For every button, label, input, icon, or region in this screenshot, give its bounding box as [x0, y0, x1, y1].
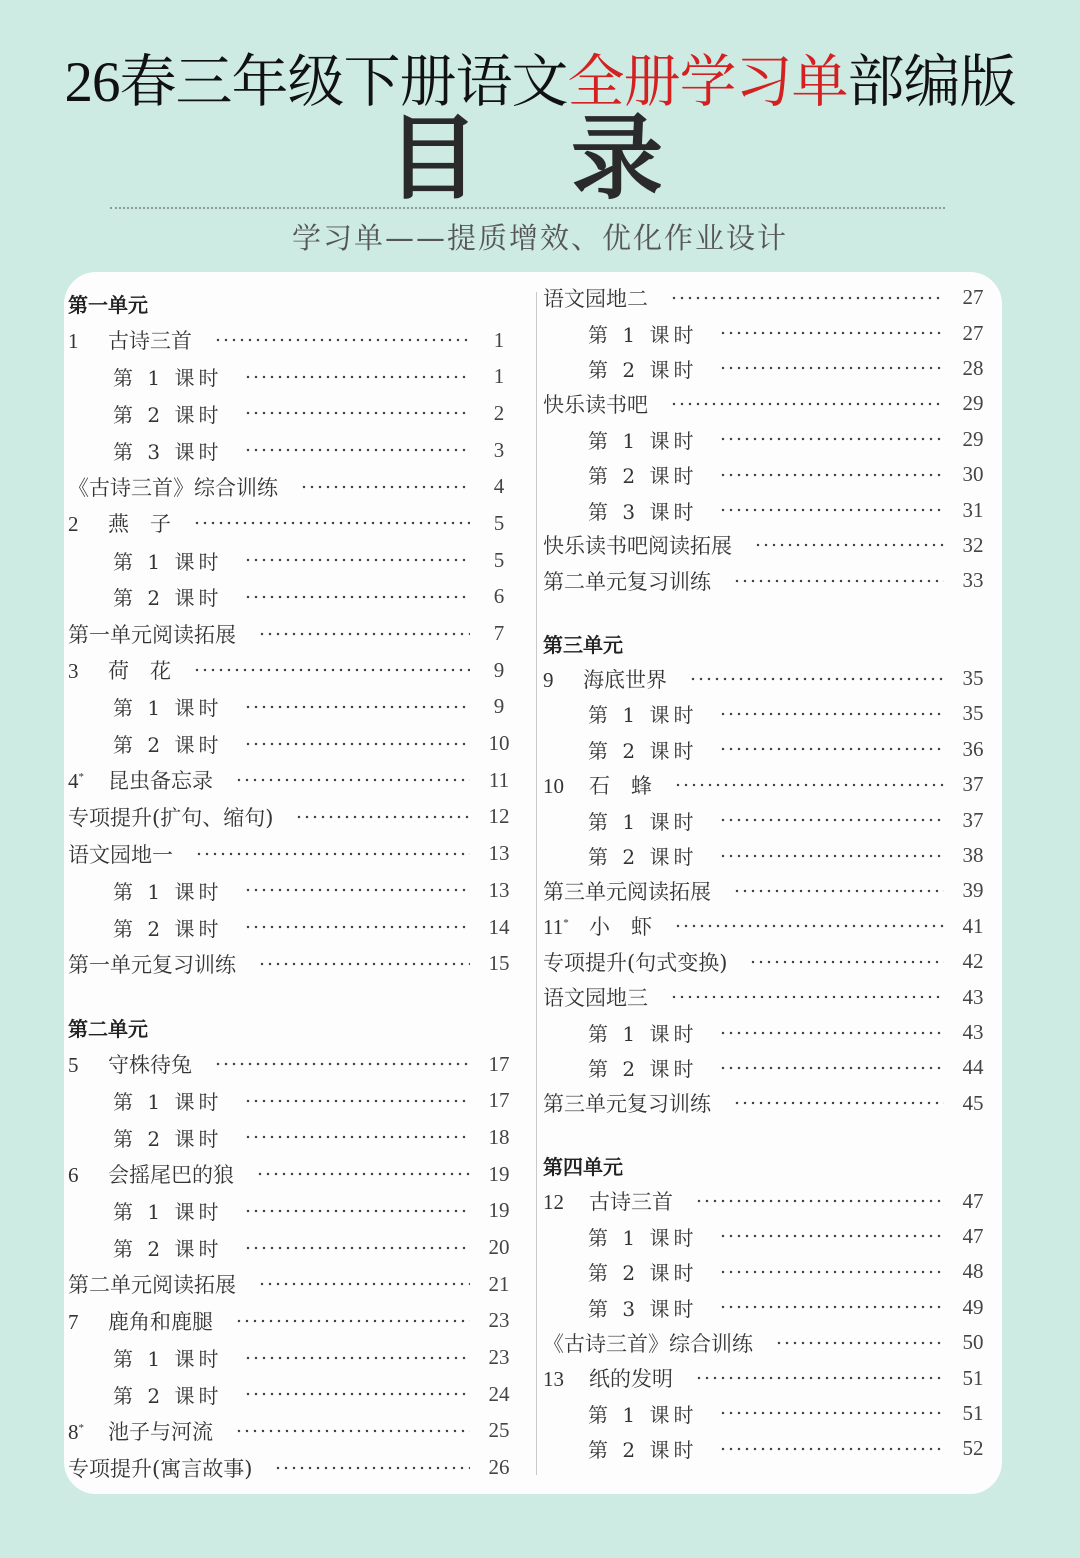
- page-number: 20: [488, 1235, 510, 1260]
- optional-lesson-star: *: [563, 917, 569, 930]
- page-number: 39: [962, 878, 984, 903]
- toc-entry-title: 第 1 课时: [113, 1200, 223, 1225]
- toc-entry-title: 第 2 课时: [588, 1057, 698, 1082]
- toc-entry-title: 第二单元: [68, 1016, 148, 1041]
- toc-entry-title: 第 2 课时: [113, 402, 223, 427]
- page-number: 19: [488, 1161, 510, 1186]
- toc-left-column: [68, 285, 516, 1486]
- page-number: 11: [488, 767, 510, 792]
- toc-entry[interactable]: [68, 945, 516, 982]
- toc-entry[interactable]: [68, 762, 516, 799]
- toc-entry-title: [543, 911, 652, 941]
- toc-entry-title: 第 1 课时: [113, 1090, 223, 1115]
- toc-entry[interactable]: [68, 579, 516, 616]
- toc-entry-title: 第 2 课时: [113, 1383, 223, 1408]
- toc-entry[interactable]: [543, 1219, 990, 1254]
- toc-entry[interactable]: [68, 468, 516, 505]
- toc-entry[interactable]: [68, 725, 516, 762]
- toc-entry[interactable]: [543, 1396, 990, 1431]
- dot-leader: [719, 742, 944, 756]
- toc-entry-title: 第 1 课时: [588, 809, 698, 834]
- page-number: 43: [962, 1020, 984, 1044]
- toc-entry[interactable]: [68, 1119, 516, 1156]
- lesson-title: 海底世界: [583, 667, 667, 692]
- lesson-title: 鹿角和鹿腿: [108, 1309, 213, 1334]
- toc-entry-title: 第三单元: [543, 632, 623, 657]
- dot-leader: [193, 663, 470, 677]
- toc-entry[interactable]: [68, 1303, 516, 1340]
- toc-entry[interactable]: [543, 315, 990, 350]
- page-number: 43: [962, 984, 984, 1009]
- toc-entry[interactable]: [543, 979, 990, 1014]
- optional-lesson-star: *: [78, 771, 84, 784]
- toc-entry-title: 第 2 课时: [588, 464, 698, 489]
- banner-title-black-2: 部编版: [847, 51, 1016, 114]
- dot-leader: [244, 883, 470, 897]
- dot-leader: [244, 370, 470, 384]
- toc-entry[interactable]: [543, 1050, 990, 1085]
- toc-entry[interactable]: [543, 1254, 990, 1289]
- page-number: 37: [962, 807, 984, 832]
- lesson-title: 小 虾: [589, 915, 652, 940]
- page-number: 45: [962, 1090, 984, 1115]
- section-gap: [543, 599, 990, 626]
- dot-leader: [719, 432, 944, 446]
- toc-entry[interactable]: [543, 909, 990, 944]
- toc-entry-title: 第 2 课时: [588, 357, 698, 382]
- page-number: 4: [493, 474, 505, 499]
- page-number: 13: [488, 877, 510, 902]
- toc-entry-title: [543, 1363, 673, 1393]
- dot-leader: [719, 1026, 944, 1040]
- page-number: 49: [962, 1294, 984, 1319]
- lesson-title: 燕 子: [108, 512, 171, 537]
- toc-entry[interactable]: [68, 909, 516, 946]
- dot-leader: [244, 920, 470, 934]
- toc-entry-title: 第 1 课时: [113, 879, 223, 904]
- toc-entry[interactable]: [543, 873, 990, 908]
- lesson-title: 石 蜂: [589, 773, 652, 798]
- toc-entry-title: 第三单元阅读拓展: [543, 879, 711, 904]
- toc-entry-title: 专项提升(扩句、缩句): [68, 805, 274, 830]
- dot-leader: [719, 1061, 944, 1075]
- toc-entry[interactable]: [68, 1266, 516, 1303]
- dot-leader: [749, 955, 944, 969]
- toc-entry-title: 第一单元阅读拓展: [68, 622, 236, 647]
- dot-leader: [719, 1265, 944, 1279]
- optional-lesson-star: *: [78, 1421, 84, 1434]
- toc-entry-title: [68, 1416, 213, 1446]
- toc-entry-title: 第三单元复习训练: [543, 1092, 711, 1117]
- page-number: 44: [962, 1055, 984, 1080]
- page-number: 36: [962, 736, 984, 761]
- toc-entry-title: 专项提升(句式变换): [543, 950, 728, 975]
- page-number: 41: [962, 913, 984, 938]
- lesson-title: 纸的发明: [589, 1367, 673, 1392]
- toc-entry-title: 第 1 课时: [588, 322, 698, 347]
- page-number: 38: [962, 843, 984, 868]
- page-number: 24: [488, 1381, 510, 1406]
- page-number: 12: [488, 804, 510, 829]
- toc-entry[interactable]: [543, 802, 990, 837]
- toc-entry[interactable]: [68, 1339, 516, 1376]
- lesson-number: 10: [543, 773, 564, 798]
- toc-entry[interactable]: [68, 505, 516, 542]
- toc-entry-title: 第二单元复习训练: [543, 569, 711, 594]
- page-number: 23: [488, 1308, 510, 1333]
- lesson-title: 守株待兔: [108, 1053, 192, 1078]
- toc-title: 目 录: [386, 104, 694, 212]
- lesson-number: 7: [68, 1309, 79, 1334]
- unit-heading: [543, 626, 990, 661]
- toc-entry[interactable]: [543, 351, 990, 386]
- toc-entry[interactable]: [68, 835, 516, 872]
- page-number: 23: [488, 1345, 510, 1370]
- dot-leader: [733, 574, 944, 588]
- toc-entry-title: 第四单元: [543, 1155, 623, 1180]
- page-number: 35: [962, 701, 984, 726]
- toc-entry[interactable]: [543, 457, 990, 492]
- dot-leader: [670, 397, 944, 411]
- toc-entry-title: [68, 655, 171, 685]
- toc-entry[interactable]: [543, 528, 990, 563]
- page-number: 29: [962, 391, 984, 416]
- page-number: 10: [488, 731, 510, 756]
- toc-entry-title: 第 1 课时: [588, 703, 698, 728]
- toc-entry-title: [68, 325, 192, 355]
- toc-entry[interactable]: [68, 652, 516, 689]
- page-number: 27: [962, 285, 984, 310]
- dot-leader: [295, 810, 470, 824]
- page-number: 6: [493, 584, 505, 609]
- toc-entry-title: [543, 1186, 673, 1216]
- dot-leader: [258, 957, 470, 971]
- dot-leader: [719, 813, 944, 827]
- toc-entry[interactable]: [68, 872, 516, 909]
- dot-leader: [244, 1204, 470, 1218]
- lesson-number: 1: [68, 329, 79, 354]
- dot-leader: [244, 737, 470, 751]
- toc-entry[interactable]: [68, 1046, 516, 1083]
- toc-entry[interactable]: [68, 1376, 516, 1413]
- dot-leader: [256, 1167, 470, 1181]
- toc-entry-title: 快乐读书吧阅读拓展: [543, 534, 732, 559]
- dot-leader: [244, 1130, 470, 1144]
- column-separator: [536, 292, 537, 1475]
- page-number: 26: [488, 1455, 510, 1480]
- toc-entry[interactable]: [543, 1290, 990, 1325]
- page-number: 48: [962, 1259, 984, 1284]
- dot-leader: [193, 516, 470, 530]
- toc-entry[interactable]: [543, 944, 990, 979]
- page-number: 33: [962, 568, 984, 593]
- section-gap: [68, 982, 516, 1009]
- dot-leader: [195, 847, 470, 861]
- page-number: 51: [962, 1400, 984, 1425]
- toc-entry-title: 快乐读书吧: [543, 392, 648, 417]
- dot-leader: [670, 291, 944, 305]
- page-number: 14: [488, 914, 510, 939]
- dot-leader: [719, 361, 944, 375]
- page-number: 35: [962, 666, 984, 691]
- toc-entry-title: 第 1 课时: [588, 428, 698, 453]
- toc-entry[interactable]: [543, 422, 990, 457]
- dot-leader: [244, 1387, 470, 1401]
- toc-entry-title: [68, 1159, 234, 1189]
- lesson-number: 9: [543, 667, 554, 692]
- unit-heading: [68, 285, 516, 322]
- toc-entry[interactable]: [543, 386, 990, 421]
- page-number: 30: [962, 462, 984, 487]
- dot-leader: [244, 443, 470, 457]
- page-number: 9: [493, 694, 505, 719]
- dot-leader: [719, 1406, 944, 1420]
- page-number: 1: [493, 327, 505, 352]
- toc-entry-title: 第 2 课时: [588, 1438, 698, 1463]
- toc-entry-title: 第 2 课时: [113, 1126, 223, 1151]
- toc-entry[interactable]: [68, 615, 516, 652]
- toc-entry[interactable]: [68, 1413, 516, 1450]
- toc-entry-title: [543, 664, 667, 694]
- dotted-divider: [110, 207, 945, 209]
- lesson-number: 3: [68, 659, 79, 684]
- page-number: 17: [488, 1051, 510, 1076]
- dot-leader: [244, 406, 470, 420]
- dot-leader: [695, 1371, 944, 1385]
- page-number: 27: [962, 320, 984, 345]
- dot-leader: [733, 1096, 944, 1110]
- page-number: 31: [962, 497, 984, 522]
- dot-leader: [674, 778, 944, 792]
- page-number: 17: [488, 1088, 510, 1113]
- page-number: 1: [493, 364, 505, 389]
- page-number: 2: [493, 400, 505, 425]
- page-number: 50: [962, 1330, 984, 1355]
- toc-entry-title: [543, 770, 652, 800]
- dot-leader: [214, 1057, 470, 1071]
- dot-leader: [670, 990, 944, 1004]
- dot-leader: [244, 700, 470, 714]
- dot-leader: [719, 326, 944, 340]
- dot-leader: [719, 1229, 944, 1243]
- toc-entry[interactable]: [68, 395, 516, 432]
- dot-leader: [274, 1461, 470, 1475]
- toc-entry[interactable]: [543, 1086, 990, 1121]
- dot-leader: [235, 773, 470, 787]
- toc-entry-title: 第 3 课时: [588, 499, 698, 524]
- toc-entry[interactable]: [543, 1360, 990, 1395]
- toc-entry-title: 语文园地三: [543, 986, 648, 1011]
- dot-leader: [695, 1194, 944, 1208]
- dot-leader: [689, 672, 944, 686]
- dot-leader: [258, 1277, 470, 1291]
- toc-entry[interactable]: [68, 799, 516, 836]
- toc-entry-title: 第 2 课时: [113, 733, 223, 758]
- lesson-number: 13: [543, 1367, 564, 1392]
- toc-entry-title: 第 2 课时: [588, 1261, 698, 1286]
- dot-leader: [300, 480, 470, 494]
- dot-leader: [719, 1442, 944, 1456]
- toc-right-column: [543, 280, 990, 1467]
- page-number: 21: [488, 1271, 510, 1296]
- dot-leader: [775, 1336, 944, 1350]
- dot-leader: [719, 503, 944, 517]
- dot-leader: [674, 919, 944, 933]
- dot-leader: [733, 884, 944, 898]
- dot-leader: [235, 1424, 470, 1438]
- banner-title-black-1: 26春三年级下册语文: [64, 51, 568, 114]
- page-number: 13: [488, 841, 510, 866]
- toc-entry-title: 第 1 课时: [113, 1347, 223, 1372]
- lesson-number: 11*: [543, 915, 569, 940]
- toc-entry-title: [68, 765, 213, 795]
- lesson-number: 12: [543, 1190, 564, 1215]
- page-number: 37: [962, 772, 984, 797]
- toc-entry-title: 第一单元复习训练: [68, 952, 236, 977]
- toc-entry[interactable]: [543, 280, 990, 315]
- page-number: 47: [962, 1223, 984, 1248]
- lesson-number: 6: [68, 1163, 79, 1188]
- toc-entry-title: 第 2 课时: [588, 845, 698, 870]
- toc-entry[interactable]: [543, 492, 990, 527]
- toc-entry-title: 第 1 课时: [113, 549, 223, 574]
- lesson-title: 池子与河流: [108, 1419, 213, 1444]
- page-number: 52: [962, 1436, 984, 1461]
- toc-entry[interactable]: [68, 689, 516, 726]
- page-number: 25: [488, 1418, 510, 1443]
- unit-heading: [543, 1148, 990, 1183]
- toc-entry[interactable]: [543, 1183, 990, 1218]
- toc-entry-title: 第 1 课时: [113, 366, 223, 391]
- toc-entry-title: 第 2 课时: [588, 738, 698, 763]
- unit-heading: [68, 1009, 516, 1046]
- page-number: 5: [493, 510, 505, 535]
- toc-entry-title: [68, 1306, 213, 1336]
- lesson-number: 2: [68, 512, 79, 537]
- dot-leader: [719, 1300, 944, 1314]
- toc-entry-title: 第 1 课时: [588, 1022, 698, 1046]
- dot-leader: [719, 468, 944, 482]
- lesson-number: 8*: [68, 1419, 84, 1444]
- page-number: 3: [493, 437, 505, 462]
- toc-entry[interactable]: [543, 1431, 990, 1466]
- toc-entry[interactable]: [68, 432, 516, 469]
- toc-entry[interactable]: [68, 542, 516, 579]
- toc-entry[interactable]: [543, 696, 990, 731]
- toc-entry-title: 《古诗三首》综合训练: [68, 475, 278, 500]
- toc-entry-title: 第 1 课时: [588, 1402, 698, 1427]
- toc-entry-title: 第 2 课时: [113, 586, 223, 611]
- dot-leader: [214, 333, 470, 347]
- toc-entry[interactable]: [543, 661, 990, 696]
- toc-entry-title: 第 1 课时: [588, 1225, 698, 1250]
- toc-entry-title: 第一单元: [68, 292, 148, 317]
- dot-leader: [719, 707, 944, 721]
- lesson-number: 4*: [68, 769, 84, 794]
- toc-entry-title: 语文园地二: [543, 286, 648, 311]
- dot-leader: [235, 1314, 470, 1328]
- page-number: 28: [962, 355, 984, 380]
- toc-entry[interactable]: [543, 838, 990, 873]
- dot-leader: [754, 538, 944, 552]
- toc-entry-title: 第 3 课时: [588, 1296, 698, 1321]
- page-number: 9: [493, 657, 505, 682]
- page-number: 15: [488, 951, 510, 976]
- toc-entry-title: 《古诗三首》综合训练: [543, 1331, 753, 1356]
- toc-entry-title: 第 1 课时: [113, 696, 223, 721]
- page-number: 7: [493, 621, 505, 646]
- toc-entry-title: 语文园地一: [68, 842, 173, 867]
- toc-entry-title: [68, 508, 171, 538]
- toc-entry-title: [68, 1049, 192, 1079]
- lesson-title: 荷 花: [108, 659, 171, 684]
- page-number: 42: [962, 949, 984, 974]
- dot-leader: [244, 1241, 470, 1255]
- section-gap: [543, 1121, 990, 1148]
- toc-entry-title: 第 2 课时: [113, 916, 223, 941]
- toc-entry[interactable]: [543, 767, 990, 802]
- toc-entry[interactable]: [68, 1229, 516, 1266]
- lesson-number: 5: [68, 1053, 79, 1078]
- toc-subtitle: 学习单——提质增效、优化作业设计: [291, 221, 788, 255]
- page-number: 18: [488, 1124, 510, 1149]
- toc-entry[interactable]: [68, 358, 516, 395]
- toc-entry[interactable]: [68, 1449, 516, 1486]
- toc-entry-title: 第 2 课时: [113, 1237, 223, 1262]
- banner-title-red: 全册学习单: [567, 51, 848, 114]
- page-number: 5: [493, 547, 505, 572]
- toc-entry[interactable]: [543, 732, 990, 767]
- dot-leader: [244, 1351, 470, 1365]
- toc-entry[interactable]: [68, 322, 516, 359]
- dot-leader: [719, 849, 944, 863]
- toc-entry-title: 第 3 课时: [113, 439, 223, 464]
- toc-entry[interactable]: [68, 1156, 516, 1193]
- dot-leader: [244, 590, 470, 604]
- dot-leader: [258, 627, 470, 641]
- lesson-title: 会摇尾巴的狼: [108, 1163, 234, 1188]
- lesson-title: 古诗三首: [589, 1190, 673, 1215]
- toc-entry[interactable]: [68, 1193, 516, 1230]
- dot-leader: [244, 1094, 470, 1108]
- dot-leader: [244, 553, 470, 567]
- toc-entry[interactable]: [543, 1325, 990, 1360]
- page-number: 29: [962, 426, 984, 451]
- lesson-title: 古诗三首: [108, 329, 192, 354]
- toc-entry-title: 专项提升(寓言故事): [68, 1456, 253, 1481]
- page-number: 19: [488, 1198, 510, 1223]
- page-number: 32: [962, 532, 984, 557]
- toc-entry[interactable]: [543, 1015, 990, 1050]
- page-number: 51: [962, 1365, 984, 1390]
- page-number: 47: [962, 1188, 984, 1213]
- toc-entry[interactable]: [68, 1082, 516, 1119]
- toc-entry-title: 第二单元阅读拓展: [68, 1273, 236, 1298]
- lesson-title: 昆虫备忘录: [108, 769, 213, 794]
- toc-entry[interactable]: [543, 563, 990, 598]
